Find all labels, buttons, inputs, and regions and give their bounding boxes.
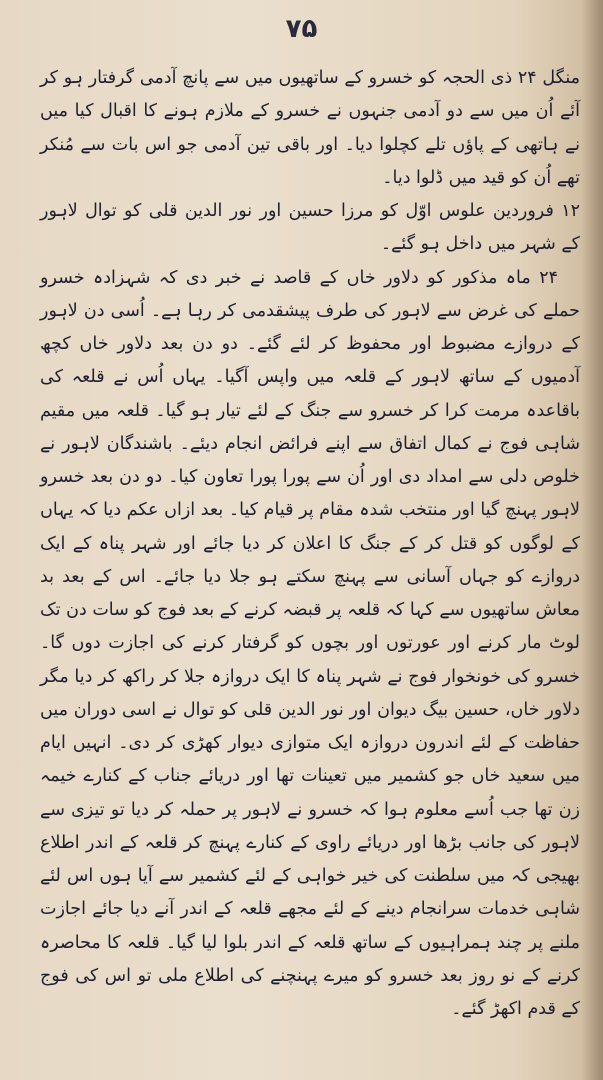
paragraph: منگل ۲۴ ذی الحجہ کو خسرو کے ساتھیوں میں سے پانچ آدمی گرفتار ہو کر آئے اُن میں سے دو آدمی جنہوں نے خسرو کے ملازم ہونے کا اقبال کیا میں نے ہاتھی کے پاؤں تلے کچلوا دیا۔ اور باقی تین آدمی جو اس بات سے مُنکر تھے اُن کو قید میں ڈلوا دیا۔	[40, 68, 580, 188]
page-gutter-shadow	[581, 0, 603, 1080]
page-number: ۷۵	[285, 14, 318, 44]
paragraph: ۱۲ فروردین علوس اوّل کو مرزا حسین اور نور الدین قلی کو توال لاہور کے شہر میں داخل ہو گئے۔	[40, 201, 580, 255]
paragraph: ۲۴ ماہ مذکور کو دلاور خاں کے قاصد نے خبر دی کہ شہزادہ خسرو حملے کی غرض سے لاہور کی طرف پیشقدمی کر رہا ہے۔ اُسی دن لاہور کے دروازے مضبوط اور محفوظ کر لئے گئے۔ دو دن بعد دلاور خاں کچھ آدمیوں کے ساتھ لاہور کے قلعہ میں واپس آگیا۔ یہاں اُس نے قلعہ کی باقاعدہ مرمت کرا کر خسرو سے جنگ کے لئے تیار ہو گیا۔ قلعہ میں مقیم شاہی فوج نے کمال اتفاق سے اپنے فرائض انجام دیئے۔ باشندگان لاہور نے خلوص دلی سے امداد دی اور اُن سے پورا پورا تعاون کیا۔ دو دن بعد خسرو لاہور پہنچ گیا اور منتخب شدہ مقام پر قیام کیا۔ بعد ازاں عکم دیا کہ یہاں کے لوگوں کو قتل کر کے جنگ کا اعلان کر دیا جائے اور شہر پناہ کے ایک دروازے کو جہاں آسانی سے پہنچ سکتے ہو جلا دیا جائے۔ اس کے بعد بد معاش ساتھیوں سے کہا کہ قلعہ پر قبضہ کرنے کے بعد فوج کو سات دن تک لوٹ مار کرنے اور عورتوں اور بچوں کو گرفتار کرنے کی اجازت دوں گا۔ خسرو کی خونخوار فوج نے شہر پناہ کا ایک دروازہ جلا کر راکھ کر دیا مگر دلاور خاں، حسین بیگ دیوان اور نور الدین قلی کو توال نے اسی دوران میں حفاظت کے لئے اندرون دروازہ ایک متوازی دیوار کھڑی کر دی۔ انہیں ایام میں سعید خاں جو کشمیر میں تعینات تھا اور دریائے جناب کے کنارے خیمہ زن تھا جب اُسے معلوم ہوا کہ خسرو نے لاہور پر حملہ کر دیا تو تیزی سے لاہور کی جانب بڑھا اور دریائے راوی کے کنارے پہنچ کر قلعہ کے اندر اطلاع بھیجی کہ میں سلطنت کی خیر خواہی کے لئے کشمیر سے آیا ہوں اس لئے شاہی خدمات سرانجام دینے کے لئے مجھے قلعہ کے اندر آنے دیا جائے اجازت ملنے پر چند ہمراہیوں کے ساتھ قلعہ کے اندر بلوا لیا گیا۔ قلعہ کا محاصرہ کرنے کے نو روز بعد خسرو کو میرے پہنچنے کی اطلاع ملی تو اس کی فوج کے قدم اکھڑ گئے۔	[40, 267, 580, 1019]
page-body-text	[40, 62, 580, 1026]
